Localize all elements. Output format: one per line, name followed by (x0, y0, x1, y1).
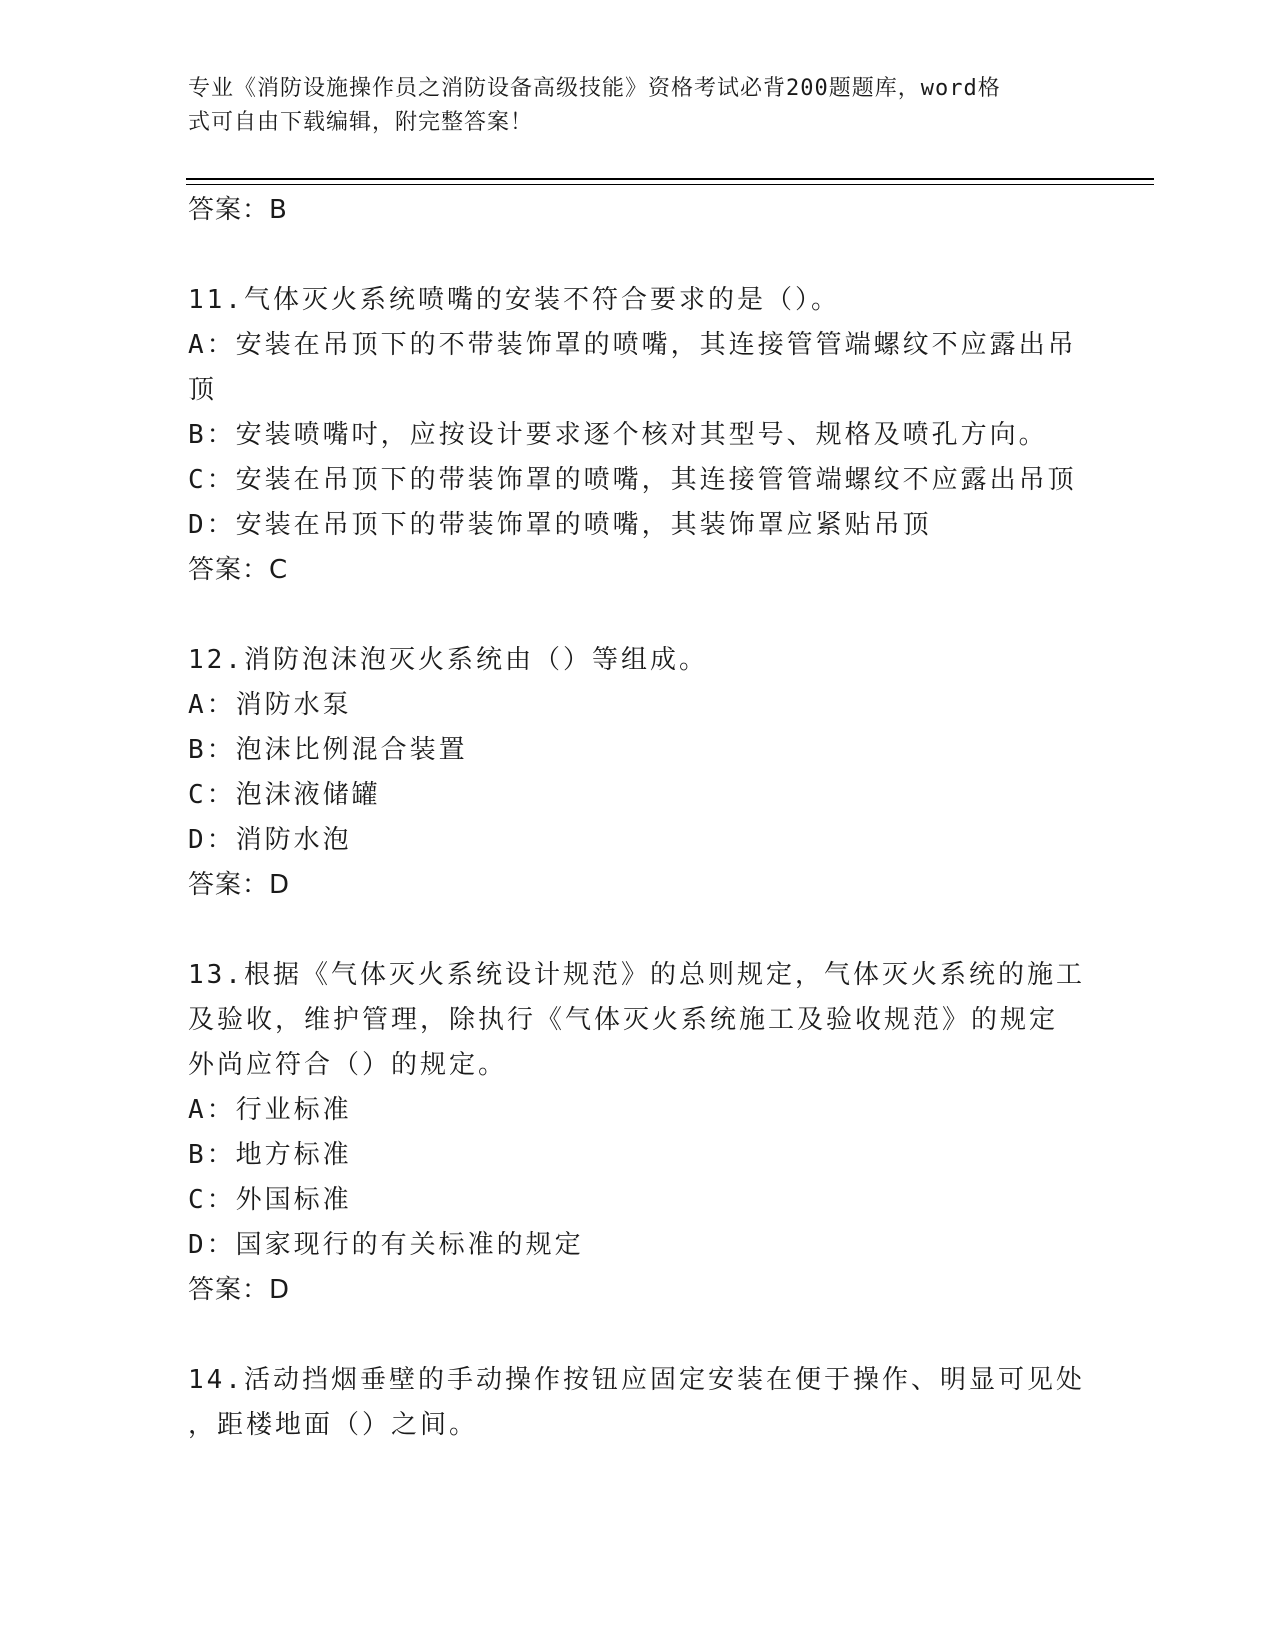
option-d: D：安装在吊顶下的带装饰罩的喷嘴，其装饰罩应紧贴吊顶 (188, 510, 932, 540)
answer: 答案：D (188, 1275, 291, 1305)
question-13 (188, 953, 1088, 1313)
option-c: C：安装在吊顶下的带装饰罩的喷嘴，其连接管管端螺纹不应露出吊顶 (188, 465, 1077, 495)
question-stem-line-1: 13.根据《气体灭火系统设计规范》的总则规定，气体灭火系统的施工 (188, 960, 1085, 990)
question-12 (188, 638, 1088, 908)
option-a: A：消防水泵 (188, 690, 352, 720)
question-list (188, 188, 1088, 1448)
question-14 (188, 1358, 1088, 1448)
question-stem: 12.消防泡沫泡灭火系统由（）等组成。 (188, 645, 708, 675)
option-a: A：安装在吊顶下的不带装饰罩的喷嘴，其连接管管端螺纹不应露出吊 (188, 330, 1077, 360)
question-stem-line-3: 外尚应符合（）的规定。 (188, 1050, 508, 1080)
option-b: B：地方标准 (188, 1140, 352, 1170)
answer: 答案：D (188, 870, 291, 900)
header-rule-thin (186, 184, 1154, 185)
option-c: C：泡沫液储罐 (188, 780, 381, 810)
option-d: D：国家现行的有关标准的规定 (188, 1230, 584, 1260)
option-b: B：安装喷嘴吋，应按设计要求逐个核对其型号、规格及喷孔方向。 (188, 420, 1048, 450)
header-rule-thick (186, 178, 1154, 180)
header-line-2: 式可自由下载编辑，附完整答案！ (188, 110, 534, 135)
option-d: D：消防水泡 (188, 825, 352, 855)
option-a: A：行业标准 (188, 1095, 352, 1125)
question-stem-line-1: 14.活动挡烟垂壁的手动操作按钮应固定安装在便于操作、明显可见处 (188, 1365, 1085, 1395)
option-c: C：外国标准 (188, 1185, 352, 1215)
question-stem-line-2: ，距楼地面（）之间。 (188, 1410, 479, 1440)
option-a-continued: 顶 (188, 375, 218, 405)
question-stem: 11.气体灭火系统喷嘴的安装不符合要求的是（）。 (188, 285, 840, 315)
answer: 答案：C (188, 555, 289, 585)
answer-previous: 答案：B (188, 195, 288, 225)
document-header (188, 72, 1068, 140)
header-line-1: 专业《消防设施操作员之消防设备高级技能》资格考试必背200题题库，word格 (188, 76, 1001, 101)
question-11 (188, 278, 1088, 593)
option-b: B：泡沫比例混合装置 (188, 735, 468, 765)
question-stem-line-2: 及验收，维护管理，除执行《气体灭火系统施工及验收规范》的规定 (188, 1005, 1059, 1035)
